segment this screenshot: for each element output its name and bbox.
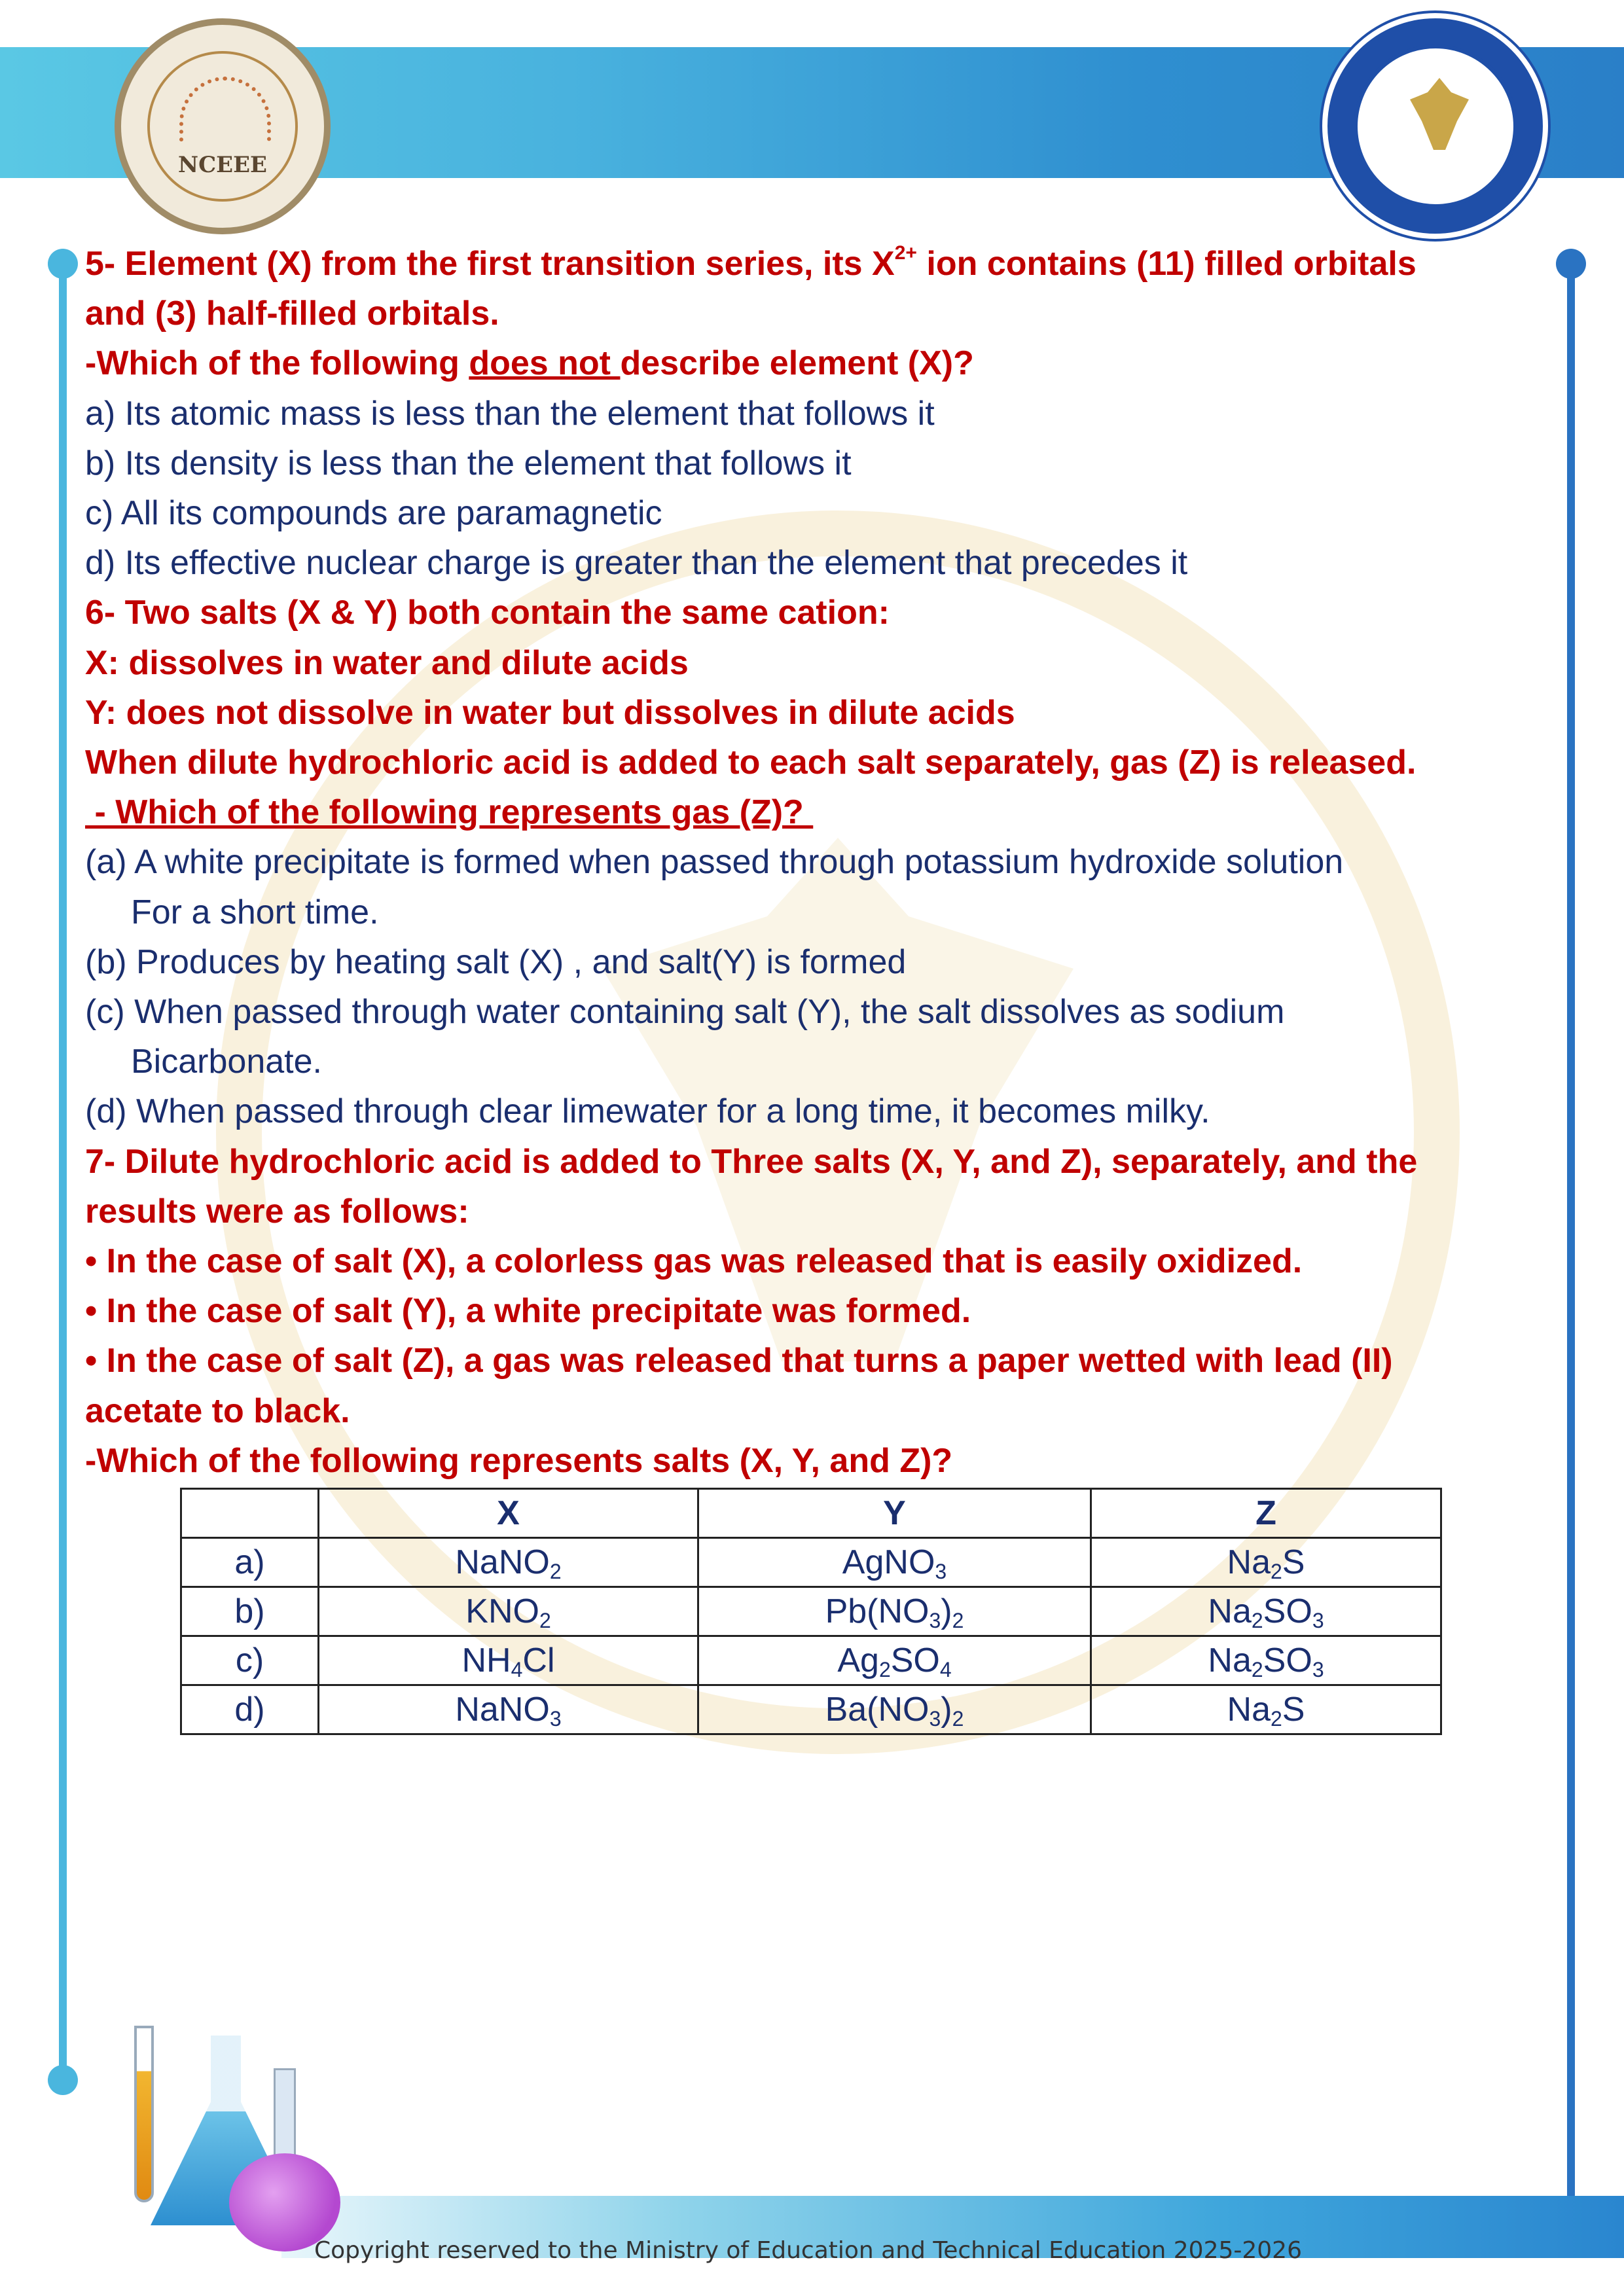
cell-y: $Ag_2SO_4$ — [698, 1636, 1091, 1685]
frame-dot-bottom-left — [48, 2065, 78, 2095]
cell-z: $Na_2SO_3$ — [1091, 1587, 1441, 1636]
exam-content — [85, 239, 1551, 1486]
frame-dot-top-left — [48, 249, 78, 279]
q7-stem-line3: acetate to black. — [85, 1391, 350, 1430]
q6-prompt: - Which of the following represents gas (Z)? — [85, 793, 814, 832]
cell-x: NaNO$_2$ — [319, 1538, 698, 1587]
q7-stem-line1: 7- Dilute hydrochloric acid is added to Three salts (X, Y, and Z), separately, and the — [85, 1142, 1418, 1181]
row-label: a) — [181, 1538, 319, 1587]
frame-dot-top-right — [1556, 249, 1586, 279]
test-tube-icon — [134, 2026, 154, 2202]
left-frame-line — [59, 262, 67, 2085]
q7-prompt: -Which of the following represents salts (X, Y, and Z)? — [85, 1441, 953, 1480]
q5-prompt: -Which of the following does not describe element (X)? — [85, 344, 974, 383]
table-row — [181, 1636, 1441, 1685]
round-flask-neck — [274, 2068, 296, 2166]
q6-option-c: (c) When passed through water containing salt (Y), the salt dissolves as sodium — [85, 993, 1285, 1031]
q5-stem-line1: 5- Element (X) from the first transition series, its $X^{2+}$ ion contains (11) filled orbitals — [85, 242, 1416, 283]
q5-option-d: d) Its effective nuclear charge is greater than the element that precedes it — [85, 544, 1188, 583]
cell-x: $NH_4Cl$ — [319, 1636, 698, 1685]
q5-stem-line2: and (3) half-filled orbitals. — [85, 295, 499, 333]
cell-y: $Pb(NO_3)_2$ — [698, 1587, 1091, 1636]
q7-bullet-y: • In the case of salt (Y), a white precipitate was formed. — [85, 1292, 971, 1331]
cell-y: $Ba(NO_3)_2$ — [698, 1685, 1091, 1734]
q6-stem-line3: Y: does not dissolve in water but dissolves in dilute acids — [85, 693, 1015, 732]
cell-z: $Na_2SO_3$ — [1091, 1636, 1441, 1685]
cell-z: $Na_2S$ — [1091, 1538, 1441, 1587]
q6-stem-line4: When dilute hydrochloric acid is added to each salt separately, gas (Z) is released. — [85, 744, 1416, 782]
row-label: c) — [181, 1636, 319, 1685]
q6-option-b: (b) Produces by heating salt (X) , and salt(Y) is formed — [85, 942, 907, 981]
q6-option-c-cont: Bicarbonate. — [131, 1043, 322, 1081]
cell-x: $KNO_2$ — [319, 1587, 698, 1636]
q5-option-c: c) All its compounds are paramagnetic — [85, 494, 662, 533]
q5-option-b: b) Its density is less than the element that follows it — [85, 444, 852, 482]
table-corner-cell — [181, 1489, 319, 1538]
q7-answer-table — [180, 1488, 1442, 1735]
row-label: b) — [181, 1587, 319, 1636]
ministry-logo — [1322, 13, 1548, 239]
table-header-row — [181, 1489, 1441, 1538]
table-header-y: Y — [698, 1489, 1091, 1538]
q6-option-d: (d) When passed through clear limewater for a long time, it becomes milky. — [85, 1092, 1210, 1131]
table-row — [181, 1587, 1441, 1636]
table-header-z: Z — [1091, 1489, 1441, 1538]
q7-stem-line2: results were as follows: — [85, 1192, 469, 1230]
nceee-logo — [115, 18, 331, 234]
table-header-x: X — [319, 1489, 698, 1538]
q5-option-a: a) Its atomic mass is less than the element that follows it — [85, 394, 935, 433]
q6-stem-line1: 6- Two salts (X & Y) both contain the same cation: — [85, 594, 890, 632]
copyright-footer: Copyright reserved to the Ministry of Education and Technical Education 2025-2026 — [314, 2237, 1302, 2264]
nceee-logo-text: NCEEE — [178, 152, 267, 178]
q6-stem-line2: X: dissolves in water and dilute acids — [85, 643, 689, 682]
row-label: d) — [181, 1685, 319, 1734]
cell-x: NaNO$_3$ — [319, 1685, 698, 1734]
eagle-icon — [1410, 78, 1469, 150]
q7-bullet-x: • In the case of salt (X), a colorless gas was released that is easily oxidized. — [85, 1242, 1303, 1281]
q6-option-a: (a) A white precipitate is formed when passed through potassium hydroxide solution — [85, 843, 1344, 882]
q6-option-a-cont: For a short time. — [131, 893, 379, 931]
cell-y: AgNO$_3$ — [698, 1538, 1091, 1587]
table-row — [181, 1538, 1441, 1587]
right-frame-line — [1567, 262, 1575, 2199]
q7-bullet-z: • In the case of salt (Z), a gas was released that turns a paper wetted with lead (II) — [85, 1342, 1393, 1380]
table-row — [181, 1685, 1441, 1734]
logo-rays-icon — [179, 77, 271, 142]
cell-z: $Na_2S$ — [1091, 1685, 1441, 1734]
